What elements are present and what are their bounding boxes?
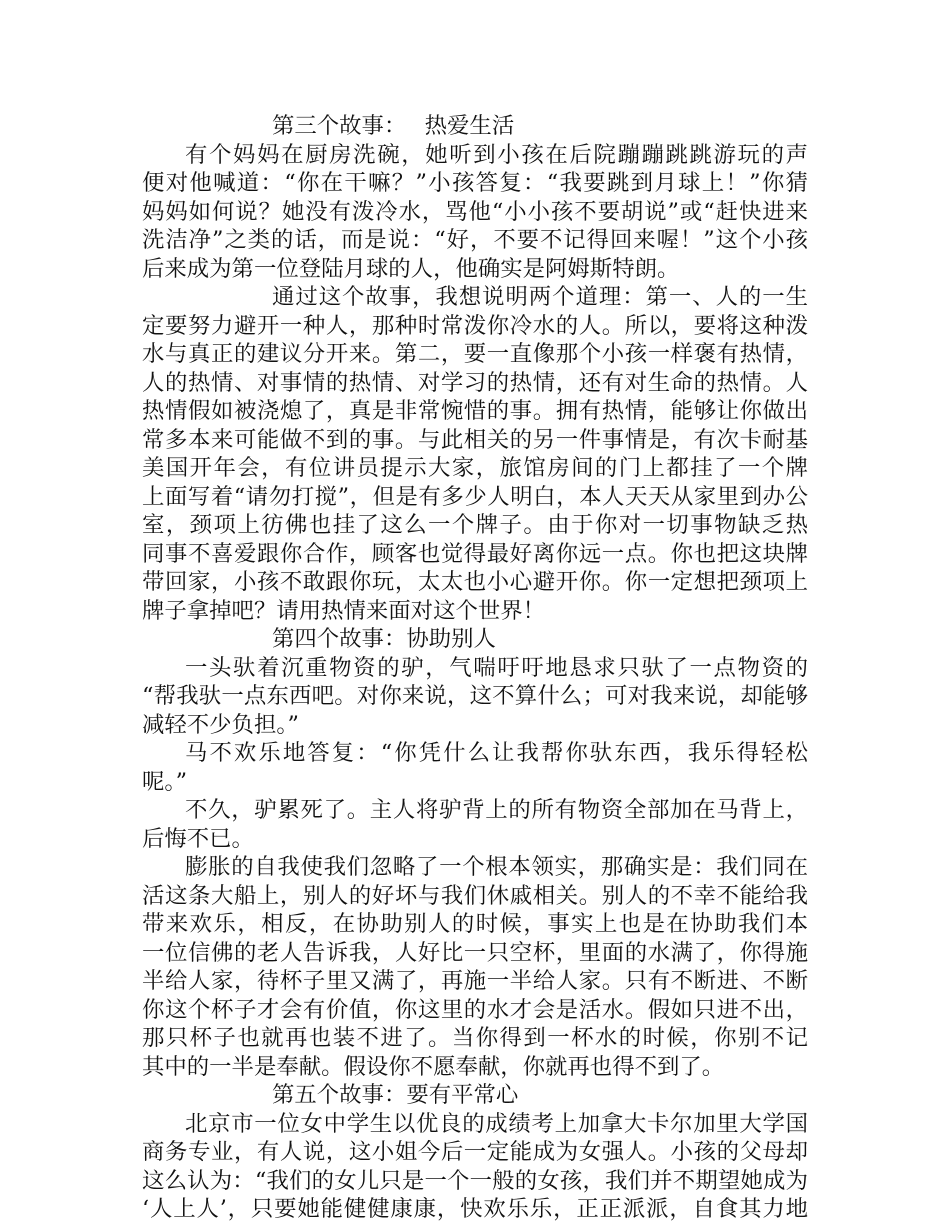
text-line: 带回家，小孩不敢跟你玩，太太也小心避开你。你一定想把颈项上	[142, 569, 808, 595]
text-line: 上面写着“请勿打搅”，但是有多少人明白，本人天天从家里到办公	[142, 483, 808, 510]
text-line: 便对他喊道：“你在干嘛？”小孩答复：“我要跳到月球上！”你猜	[142, 170, 808, 196]
text-line: “帮我驮一点东西吧。对你来说，这不算什么；可对我来说，却能够	[142, 683, 808, 709]
text-line: 室，颈项上彷佛也挂了这么一个牌子。由于你对一切事物缺乏热	[142, 512, 808, 538]
text-line: 半给人家，待杯子里又满了，再施一半给人家。只有不断进、不断	[142, 968, 808, 994]
text-line: 那只杯子也就再也装不进了。当你得到一杯水的时候，你别不记	[142, 1025, 808, 1051]
text-line: 后悔不已。	[142, 825, 254, 852]
section-heading-or-indented-line: 第五个故事：要有平常心	[272, 1082, 519, 1108]
text-line: 热情假如被浇熄了，真是非常惋惜的事。拥有热情，能够让你做出	[142, 398, 808, 424]
text-line: 同事不喜爱跟你合作，顾客也觉得最好离你远一点。你也把这块牌	[142, 540, 808, 567]
text-line: 马不欢乐地答复：“你凭什么让我帮你驮东西，我乐得轻松	[185, 740, 808, 766]
section-heading-or-indented-line: 第四个故事：协助别人	[272, 626, 496, 652]
text-line: 牌子拿掉吧？请用热情来面对这个世界！	[142, 597, 546, 624]
section-heading-or-indented-line: 通过这个故事，我想说明两个道理：第一、人的一生	[272, 284, 808, 310]
text-line: 活这条大船上，别人的好坏与我们休戚相关。别人的不幸不能给我	[142, 882, 808, 909]
text-line: 带来欢乐，相反，在协助别人的时候，事实上也是在协助我们本	[142, 911, 808, 937]
text-line: 后来成为第一位登陆月球的人，他确实是阿姆斯特朗。	[142, 255, 680, 282]
text-line: 美国开年会，有位讲员提示大家，旅馆房间的门上都挂了一个牌	[142, 455, 808, 481]
text-line: 一头驮着沉重物资的驴，气喘吁吁地恳求只驮了一点物资的	[185, 654, 808, 681]
text-line: 一位信佛的老人告诉我，人好比一只空杯，里面的水满了，你得施	[142, 939, 808, 966]
text-line: 定要努力避开一种人，那种时常泼你冷水的人。所以，要将这种泼	[142, 312, 808, 339]
document-body	[142, 112, 808, 1224]
text-line: 人的热情、对事情的热情、对学习的热情，还有对生命的热情。人	[142, 369, 808, 396]
text-line: 常多本来可能做不到的事。与此相关的另一件事情是，有次卡耐基	[142, 426, 808, 453]
text-line: 呢。”	[142, 768, 188, 795]
text-line: 北京市一位女中学生以优良的成绩考上加拿大卡尔加里大学国	[185, 1110, 808, 1137]
text-line: 洗洁净”之类的话，而是说：“好，不要不记得回来喔！”这个小孩	[142, 227, 808, 253]
text-line: 有个妈妈在厨房洗碗，她听到小孩在后院蹦蹦跳跳游玩的声	[185, 141, 808, 168]
text-line: 水与真正的建议分开来。第二，要一直像那个小孩一样褒有热情，	[142, 341, 808, 367]
text-line: 不久，驴累死了。主人将驴背上的所有物资全部加在马背上，	[185, 797, 808, 823]
text-line: 减轻不少负担。”	[142, 711, 299, 738]
text-line: 其中的一半是奉献。假设你不愿奉献，你就再也得不到了。	[142, 1053, 725, 1080]
section-heading-or-indented-line: 第三个故事： 热爱生活	[272, 113, 515, 139]
text-line: 你这个杯子才会有价值，你这里的水才会是活水。假如只进不出，	[142, 996, 808, 1023]
text-line: 商务专业，有人说，这小姐今后一定能成为女强人。小孩的父母却	[142, 1139, 808, 1165]
text-line: 妈妈如何说？她没有泼冷水，骂他“小小孩不要胡说”或“赶快进来	[142, 198, 808, 225]
text-line: ‘人上人’，只要她能健健康康，快欢乐乐，正正派派，自食其力地	[142, 1196, 808, 1222]
text-line: 膨胀的自我使我们忽略了一个根本领实，那确实是：我们同在	[185, 854, 808, 880]
text-line: 这么认为：“我们的女儿只是一个一般的女孩，我们并不期望她成为	[142, 1167, 808, 1194]
